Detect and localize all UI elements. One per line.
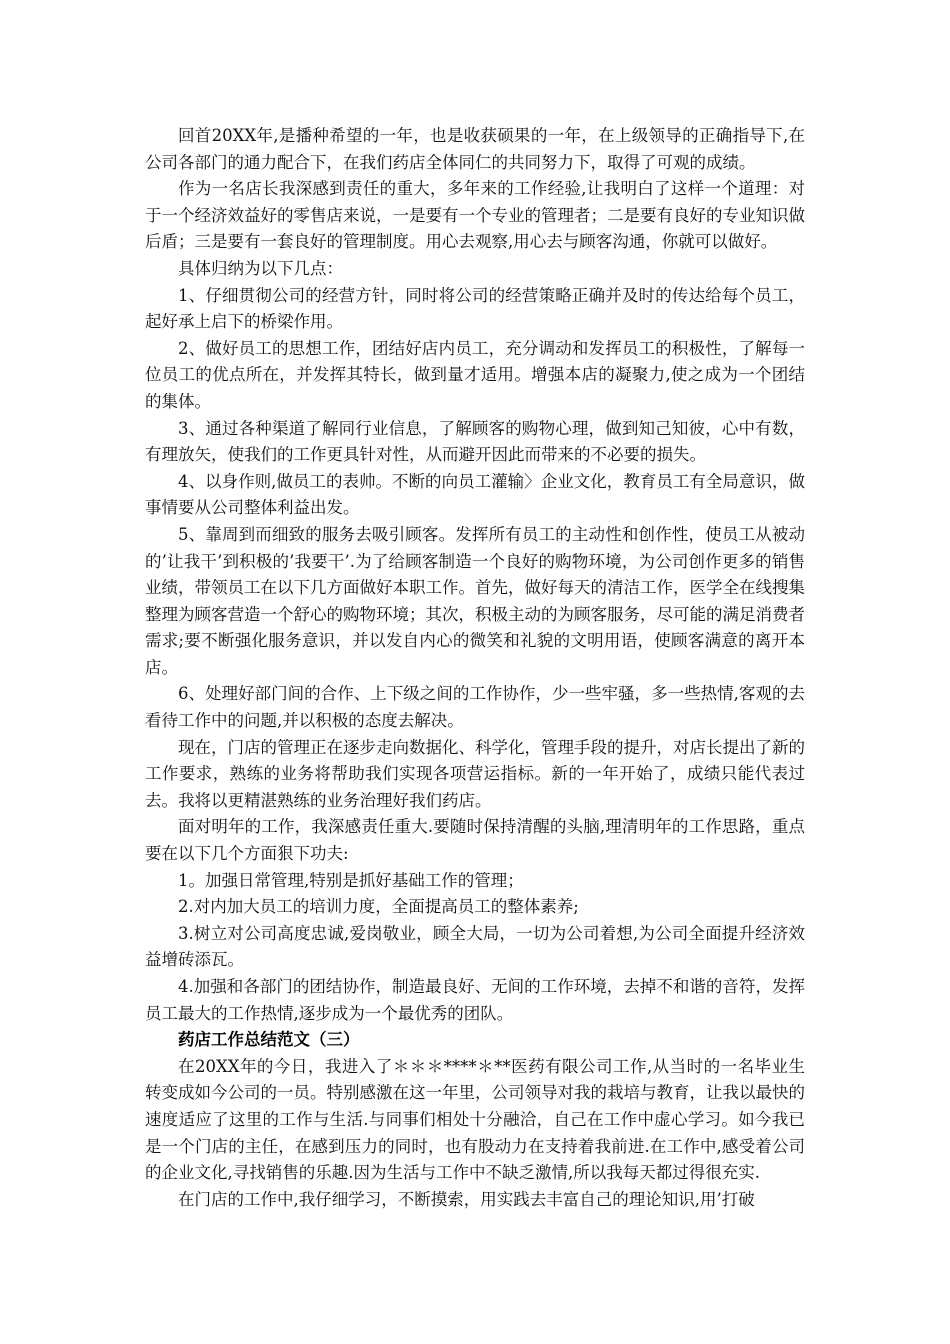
list-item-5: 5、靠周到而细致的服务去吸引顾客。发挥所有员工的主动性和创作性，使员工从被动的’让我干’到积极的’我要干’.为了给顾客制造一个良好的购物环境，为公司创作更多的销售业绩，带领员工在以下几方面做好本职工作。首先，做好每天的清洁工作，医学全在线搜集整理为顾客营造一个舒心的购物环境；其次，积极主动的为顾客服务，尽可能的满足消费者需求;要不断强化服务意识，并以发自内心的微笑和礼貌的文明用语，使顾客满意的离开本店。 [145, 524, 805, 677]
list-item-2: 2、做好员工的思想工作，团结好店内员工，充分调动和发挥员工的积极性，了解每一位员工的优点所在，并发挥其特长，做到量才适用。增强本店的凝聚力,使之成为一个团结的集体。 [145, 338, 805, 411]
paragraph-section3-2: 在门店的工作中,我仔细学习，不断摸索，用实践去丰富自己的理论知识,用’打破 [178, 1189, 755, 1209]
paragraph-next-year: 面对明年的工作，我深感责任重大.要随时保持清醒的头脑,理清明年的工作思路，重点要在以下几个方面狠下功夫: [145, 817, 805, 864]
list-item-6: 6、处理好部门间的合作、上下级之间的工作协作，少一些牢骚，多一些热情,客观的去看待工作中的问题,并以积极的态度去解决。 [145, 684, 805, 731]
list-item-1: 1、仔细贯彻公司的经营方针，同时将公司的经营策略正确并及时的传达给每个员工，起好承上启下的桥梁作用。 [145, 285, 805, 332]
paragraph-intro: 回首20XX年,是播种希望的一年，也是收获硕果的一年，在上级领导的正确指导下,在公司各部门的通力配合下，在我们药店全体同仁的共同努力下，取得了可观的成绩。 [145, 126, 805, 172]
list-item-3: 3、通过各种渠道了解同行业信息，了解顾客的购物心理，做到知己知彼，心中有数，有理放矢，使我们的工作更具针对性，从而避开因此而带来的不必要的损失。 [145, 418, 805, 465]
paragraph-summary-lead: 具体归纳为以下几点： [178, 258, 343, 278]
list-item-4: 4、以身作则,做员工的表帅。不断的向员工灌输〉企业文化，教育员工有全局意识，做事情要从公司整体利益出发。 [145, 471, 805, 518]
plan-item-3: 3.树立对公司高度忠诚,爱岗敬业，顾全大局，一切为公司着想,为公司全面提升经济效益增砖添瓦。 [145, 923, 805, 970]
plan-item-1: 1。加强日常管理,特别是抓好基础工作的管理； [178, 870, 524, 890]
document-page [145, 123, 805, 1213]
plan-item-2: 2.对内加大员工的培训力度，全面提高员工的整体素养; [178, 897, 579, 917]
plan-item-4: 4.加强和各部门的团结协作，制造最良好、无间的工作环境，去掉不和谐的音符，发挥员工最大的工作热情,逐步成为一个最优秀的团队。 [145, 977, 805, 1023]
paragraph-current-state: 现在，门店的管理正在逐步走向数据化、科学化，管理手段的提升，对店长提出了新的工作要求，熟练的业务将帮助我们实现各项营运指标。新的一年开始了，成绩只能代表过去。我将以更精湛熟练的业务治理好我们药店。 [145, 737, 805, 810]
paragraph-section3-1: 在20XX年的今日，我进入了＊＊＊****＊**医药有限公司工作,从当时的一名毕业生转变成如今公司的一员。特别感激在这一年里，公司领导对我的栽培与教育，让我以最快的速度适应了这里的工作与生活.与同事们相处十分融洽，自己在工作中虚心学习。如今我已是一个门店的主任，在感到压力的同时，也有股动力在支持着我前进.在工作中,感受着公司的企业文化,寻找销售的乐趣.因为生活与工作中不缺乏激情,所以我每天都过得很充实. [145, 1056, 805, 1183]
section-heading: 药店工作总结范文（三） [178, 1030, 360, 1050]
paragraph-responsibility: 作为一名店长我深感到责任的重大，多年来的工作经验,让我明白了这样一个道理：对于一个经济效益好的零售店来说，一是要有一个专业的管理者；二是要有良好的专业知识做后盾；三是要有一套良好的管理制度。用心去观察,用心去与顾客沟通，你就可以做好。 [145, 179, 805, 252]
